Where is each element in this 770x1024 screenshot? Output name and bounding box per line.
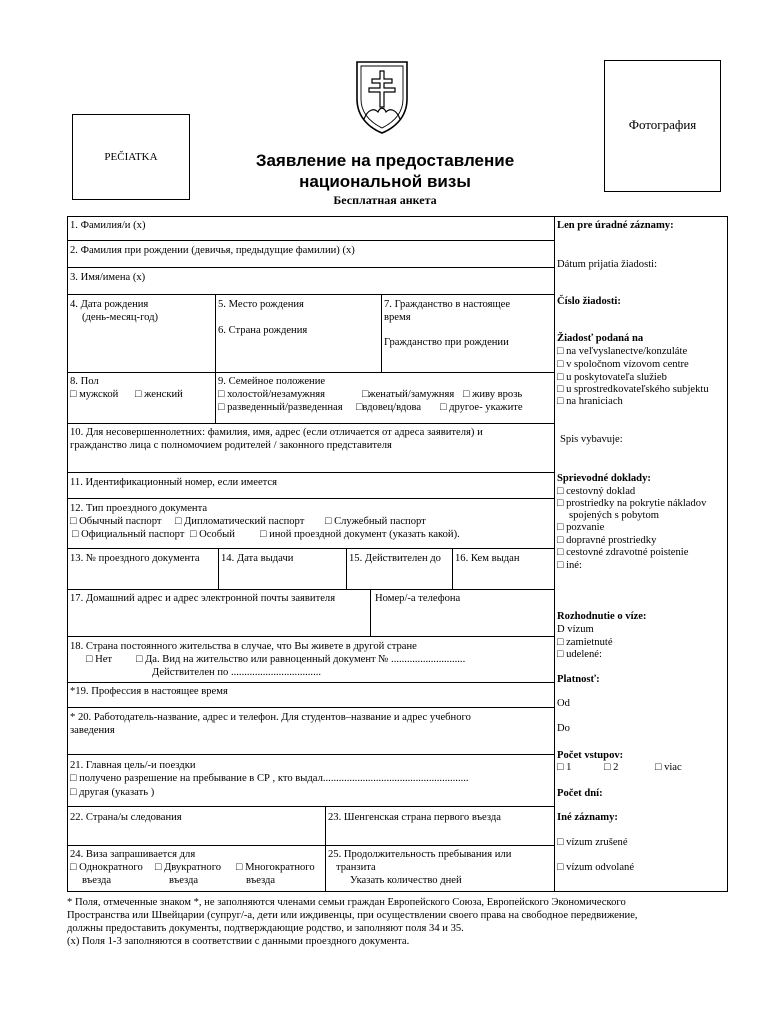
field-15-valid-until[interactable]: 15. Действителен до bbox=[349, 553, 441, 564]
field-25-days: Указать количество дней bbox=[350, 875, 462, 886]
checkbox-separated[interactable]: □ живу врозь bbox=[463, 389, 522, 402]
official-opt-embassy: □ na veľvyslanectve/konzuláte bbox=[557, 346, 687, 359]
page-subtitle: Бесплатная анкета bbox=[333, 193, 437, 207]
page-title-line2: национальной визы bbox=[299, 172, 471, 191]
field-7-birth-nationality[interactable]: Гражданство при рождении bbox=[384, 337, 509, 348]
checkbox-ordinary-passport[interactable]: □ Обычный паспорт bbox=[70, 516, 161, 529]
stamp-label: PEČIATKA bbox=[104, 151, 158, 163]
footer-note-4: (x) Поля 1-3 заполняются в соответствии с данными проездного документа. bbox=[67, 936, 410, 947]
official-doc-travel: □ cestovný doklad bbox=[557, 486, 635, 499]
entry-label-2: въезда bbox=[169, 875, 199, 886]
field-19-occupation[interactable]: *19. Профессия в настоящее время bbox=[70, 686, 228, 697]
field-17-address-email[interactable]: 17. Домашний адрес и адрес электронной почты заявителя bbox=[70, 593, 336, 604]
field-13-document-number[interactable]: 13. № проездного документа bbox=[70, 553, 200, 564]
official-entry-more: □ viac bbox=[655, 762, 682, 775]
field-1-surname[interactable]: 1. Фамилия/и (x) bbox=[70, 220, 146, 231]
checkbox-sex-male[interactable]: □ мужской bbox=[70, 389, 118, 402]
field-11-id-number[interactable]: 11. Идентификационный номер, если имеется bbox=[70, 477, 277, 488]
page-title-line1: Заявление на предоставление bbox=[255, 151, 515, 170]
official-doc-transport: □ dopravné prostriedky bbox=[557, 535, 656, 548]
checkbox-widowed[interactable]: □ вдовец/вдова bbox=[356, 402, 421, 415]
official-opt-common-center: □ v spoločnom vízovom centre bbox=[557, 359, 689, 372]
checkbox-service-passport[interactable]: □ Служебный паспорт bbox=[325, 516, 426, 529]
official-opt-intermediary: □ u sprostredkovateľského subjektu bbox=[557, 384, 709, 397]
entry-label-1: въезда bbox=[82, 875, 112, 886]
official-decision: Rozhodnutie o víze: bbox=[557, 611, 647, 622]
official-opt-provider: □ u poskytovateľa služieb bbox=[557, 372, 667, 385]
field-7-nationality[interactable]: 7. Гражданство в настоящее bbox=[384, 299, 511, 310]
official-entries: Počet vstupov: bbox=[557, 750, 624, 761]
official-doc-invitation: □ pozvanie bbox=[557, 522, 604, 535]
official-visa-revoked: □ vízum odvolané bbox=[557, 862, 634, 875]
checkbox-residence-no[interactable]: □ Нет bbox=[86, 654, 112, 667]
field-14-issue-date[interactable]: 14. Дата выдачи bbox=[221, 553, 294, 564]
official-validity: Platnosť: bbox=[557, 674, 600, 685]
section-divider bbox=[554, 216, 555, 892]
official-valid-from: Od bbox=[557, 698, 570, 709]
coat-of-arms-icon bbox=[354, 59, 410, 135]
field-4-birth-date[interactable]: 4. Дата рождения bbox=[70, 299, 149, 310]
field-3-first-name[interactable]: 3. Имя/имена (x) bbox=[70, 272, 146, 283]
checkbox-residence-yes[interactable]: □ Да. Вид на жительство или равноценный документ № ............................ bbox=[136, 654, 465, 667]
footer-note-1: * Поля, отмеченные знаком *, не заполняются членами семьи граждан Европейского Союза, Европейского Экономического bbox=[67, 897, 626, 908]
field-9-marital-status: 9. Семейное положение bbox=[218, 376, 326, 387]
field-8-sex: 8. Пол bbox=[70, 376, 99, 387]
photo-label: Фотография bbox=[628, 117, 697, 132]
field-16-issued-by[interactable]: 16. Кем выдан bbox=[455, 553, 520, 564]
field-20-employer[interactable]: * 20. Работодатель-название, адрес и телефон. Для студентов–название и адрес учебного bbox=[70, 712, 471, 723]
field-17-phone[interactable]: Номер/-а телефона bbox=[375, 593, 461, 604]
official-entry-2: □ 2 bbox=[604, 762, 618, 775]
checkbox-single[interactable]: □ холостой/незамужняя bbox=[218, 389, 325, 402]
field-18-valid-until[interactable]: Действителен по .................................. bbox=[152, 667, 322, 678]
official-visa-cancelled: □ vízum zrušené bbox=[557, 837, 628, 850]
field-22-destination[interactable]: 22. Страна/ы следования bbox=[70, 812, 182, 823]
official-granted: □ udelené: bbox=[557, 649, 602, 662]
field-18-residence: 18. Страна постоянного жительства в случае, что Вы живете в другой стране bbox=[70, 641, 417, 652]
official-visa-d: D vízum bbox=[557, 624, 594, 635]
official-opt-border: □ na hraniciach bbox=[557, 396, 623, 409]
field-25-transit: транзита bbox=[336, 862, 376, 873]
official-valid-to: Do bbox=[557, 723, 570, 734]
official-doc-means-line2: spojených s pobytom bbox=[569, 510, 660, 521]
official-submitted-at: Žiadosť podaná na bbox=[557, 333, 644, 344]
official-doc-insurance: □ cestovné zdravotné poistenie bbox=[557, 547, 688, 560]
official-entry-1: □ 1 bbox=[557, 762, 571, 775]
checkbox-divorced[interactable]: □ разведенный/разведенная bbox=[218, 402, 343, 415]
field-10-guardian[interactable]: 10. Для несовершеннолетних: фамилия, имя, адрес (если отличается от адреса заявителя) и bbox=[70, 427, 483, 438]
checkbox-diplomatic-passport[interactable]: □ Дипломатический паспорт bbox=[175, 516, 304, 529]
official-refused: □ zamietnuté bbox=[557, 637, 613, 650]
field-20-employer-line2: заведения bbox=[70, 725, 115, 736]
field-12-document-type: 12. Тип проездного документа bbox=[70, 503, 208, 514]
footer-note-3: должны предоставить документы, подтверждающие родство, и заполняют поля 34 и 35. bbox=[67, 923, 464, 934]
official-days: Počet dní: bbox=[557, 788, 603, 799]
field-6-birth-country[interactable]: 6. Страна рождения bbox=[218, 325, 308, 336]
footer-note-2: Пространства или Швейцарии (супруг/-а, дети или иждивенцы, при осуществлении своего права на свободное передвижение, bbox=[67, 910, 638, 921]
field-5-birth-place[interactable]: 5. Место рождения bbox=[218, 299, 304, 310]
official-date-received: Dátum prijatia žiadosti: bbox=[557, 259, 658, 270]
checkbox-double-entry[interactable]: □ Двукратного bbox=[155, 862, 221, 875]
field-24-entries: 24. Виза запрашивается для bbox=[70, 849, 196, 860]
checkbox-other-document[interactable]: □ иной проездной документ (указать какой). bbox=[260, 529, 460, 542]
checkbox-purpose-permit[interactable]: □ получено разрешение на пребывание в СР , кто выдал....................................................... bbox=[70, 773, 469, 786]
official-app-number: Číslo žiadosti: bbox=[557, 296, 621, 307]
entry-label-3: въезда bbox=[246, 875, 276, 886]
field-21-purpose: 21. Главная цель/-и поездки bbox=[70, 760, 196, 771]
field-23-first-entry[interactable]: 23. Шенгенская страна первого въезда bbox=[328, 812, 501, 823]
official-other-records: Iné záznamy: bbox=[557, 812, 618, 823]
checkbox-purpose-other[interactable]: □ другая (указать ) bbox=[70, 787, 154, 800]
checkbox-multiple-entry[interactable]: □ Многократного bbox=[236, 862, 315, 875]
official-handled-by: Spis vybavuje: bbox=[560, 434, 623, 445]
field-25-duration[interactable]: 25. Продолжительность пребывания или bbox=[328, 849, 512, 860]
official-header: Len pre úradné záznamy: bbox=[557, 220, 674, 231]
field-10-guardian-line2: гражданство лица с полномочием родителей / законного представителя bbox=[70, 440, 392, 451]
field-4-format: (день-месяц-год) bbox=[82, 312, 159, 323]
checkbox-marital-other[interactable]: □ другое- укажите bbox=[440, 402, 523, 415]
field-2-birth-surname[interactable]: 2. Фамилия при рождении (девичья, предыдущие фамилии) (x) bbox=[70, 245, 355, 256]
official-doc-other: □ iné: bbox=[557, 560, 582, 573]
checkbox-special-passport[interactable]: □ Особый bbox=[190, 529, 235, 542]
official-doc-means: □ prostriedky na pokrytie nákladov bbox=[557, 498, 706, 511]
checkbox-sex-female[interactable]: □ женский bbox=[135, 389, 183, 402]
field-7-nationality-time: время bbox=[384, 312, 411, 323]
checkbox-official-passport[interactable]: □ Официальный паспорт bbox=[72, 529, 184, 542]
checkbox-single-entry[interactable]: □ Однократного bbox=[70, 862, 143, 875]
checkbox-married[interactable]: □ женатый/замужняя bbox=[362, 389, 454, 402]
official-supporting-docs: Sprievodné doklady: bbox=[557, 473, 651, 484]
